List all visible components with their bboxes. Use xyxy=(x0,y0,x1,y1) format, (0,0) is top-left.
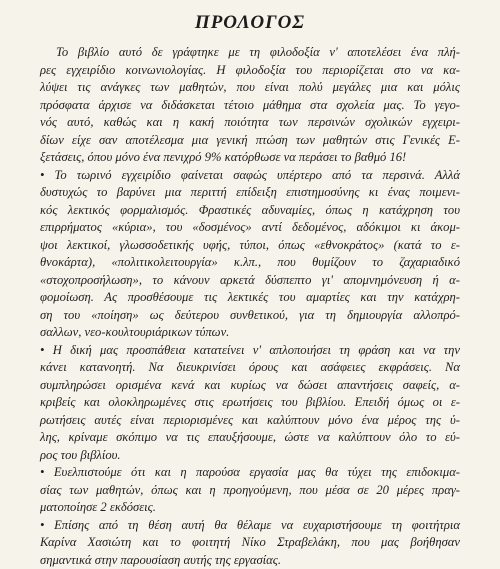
paragraph-line: κριβείς και ολοκληρωμένες στις ερωτήσεις του βιβλίου. Επειδή όμως οι ε- xyxy=(40,394,460,412)
paragraph-line: ξετάσεις, όπου μόνο ένα πενιχρό 9% κατόρθωσε να περάσει το βαθμό 16! xyxy=(40,149,460,167)
paragraph-line: δυστυχώς το βαρύνει μια περιττή επίδειξη επιστημοσύνης κι ένας ποιμενι- xyxy=(40,184,460,202)
paragraph-line: κάνει κατανοητή. Να διευκρινίσει όρους και ασάφειες εκφράσεις. Να xyxy=(40,359,460,377)
paragraph-line: σημαντικά στην παρουσίαση αυτής της εργασίας. xyxy=(40,552,460,569)
paragraph-line: • Η δική μας προσπάθεια κατατείνει ν' απλοποιήσει τη φράση και να την xyxy=(40,342,460,360)
paragraph-line: σίας των μαθητών, όπως και η προηγούμενη, που μέσα σε 20 μέρες πραγ- xyxy=(40,482,460,500)
paragraph-line: • Επίσης από τη θέση αυτή θα θέλαμε να ευχαριστήσουμε τη φοιτήτρια xyxy=(40,517,460,535)
paragraph-line: δίων είχε σαν αποτέλεσμα μια γενική πτώση των μαθητών στις Γενικές Ε- xyxy=(40,132,460,150)
paragraph-line: επιρρήματος «κύρια», του «δοσμένος» αντί δεδομένος, αδόκιμοι κι άκομ- xyxy=(40,219,460,237)
paragraph-line: κός λεκτικός φορμαλισμός. Φραστικές αδυναμίες, όπως η κατάχρηση του xyxy=(40,202,460,220)
paragraph xyxy=(40,44,460,167)
paragraph-line: συμπληρώσει ορισμένα κενά και κυρίως να δώσει απαντήσεις σαφείς, α- xyxy=(40,377,460,395)
paragraph-line: «στοχοπροσήλωση», το κάνουν αρκετά δύσπεπτο γι' απομνημόνευση ή α- xyxy=(40,272,460,290)
paragraph-line: σαλλων, νεο-κουλτουριάρικων τύπων. xyxy=(40,324,460,342)
paragraph-line: λης, κρίναμε σκόπιμο να τις επαυξήσουμε, ώστε να καλύπτουν όλο το εύ- xyxy=(40,429,460,447)
paragraph-line: Το βιβλίο αυτό δε γράφτηκε με τη φιλοδοξία ν' αποτελέσει ένα πλή- xyxy=(40,44,460,62)
page-title: ΠΡΟΛΟΓΟΣ xyxy=(0,12,500,34)
paragraph-line: ψοι λεκτικοί, γλωσσοδετικής υφής, τύποι, όπως «εθνοκράτος» (κατά το ε- xyxy=(40,237,460,255)
paragraph xyxy=(40,342,460,465)
paragraph-line: ρες εγχειρίδιο κοινωνιολογίας. Η φιλοδοξία του περιορίζεται στο να κα- xyxy=(40,62,460,80)
paragraph-line: ματοποίησε 2 εκδόσεις. xyxy=(40,499,460,517)
paragraph xyxy=(40,517,460,569)
preface-body xyxy=(40,44,460,569)
paragraph-line: θνοκάρτα), «πολιτικολειτουργία» κ.λπ., που θυμίζουν το ζαχαριαδικό xyxy=(40,254,460,272)
paragraph-line: • Ευελπιστούμε ότι και η παρούσα εργασία μας θα τύχει της επιδοκιμα- xyxy=(40,464,460,482)
paragraph-line: λύψει τις ανάγκες των μαθητών, που είναι πολύ μεγάλες μια και μόλις xyxy=(40,79,460,97)
paragraph-line: Καρίνα Χασιώτη και το φοιτητή Νίκο Στραβελάκη, που μας βοήθησαν xyxy=(40,534,460,552)
paragraph xyxy=(40,464,460,517)
paragraph-line: ση του «ποίηση» ως δεύτερου συνθετικού, για τη δημιουργία αλλοπρό- xyxy=(40,307,460,325)
paragraph-line: πρόσφατα άρχισε να διδάσκεται τέτοιο μάθημα στα σχολεία μας. Το γεγο- xyxy=(40,97,460,115)
paragraph-line: ρος του βιβλίου. xyxy=(40,447,460,465)
paragraph-line: ρωτήσεις αυτές είναι περιορισμένες και καλύπτουν μόνο ένα μέρος της ύ- xyxy=(40,412,460,430)
paragraph-line: φομοίωση. Ας προσθέσουμε τις λεκτικές του αμαρτίες και την κατάχρη- xyxy=(40,289,460,307)
paragraph-line: • Το τωρινό εγχειρίδιο φαίνεται σαφώς υπέρτερο από τα περσινά. Αλλά xyxy=(40,167,460,185)
paragraph xyxy=(40,167,460,342)
paragraph-line: νός αυτό, καθώς και η κακή ποιότητα των περσινών σχολικών εγχειρι- xyxy=(40,114,460,132)
